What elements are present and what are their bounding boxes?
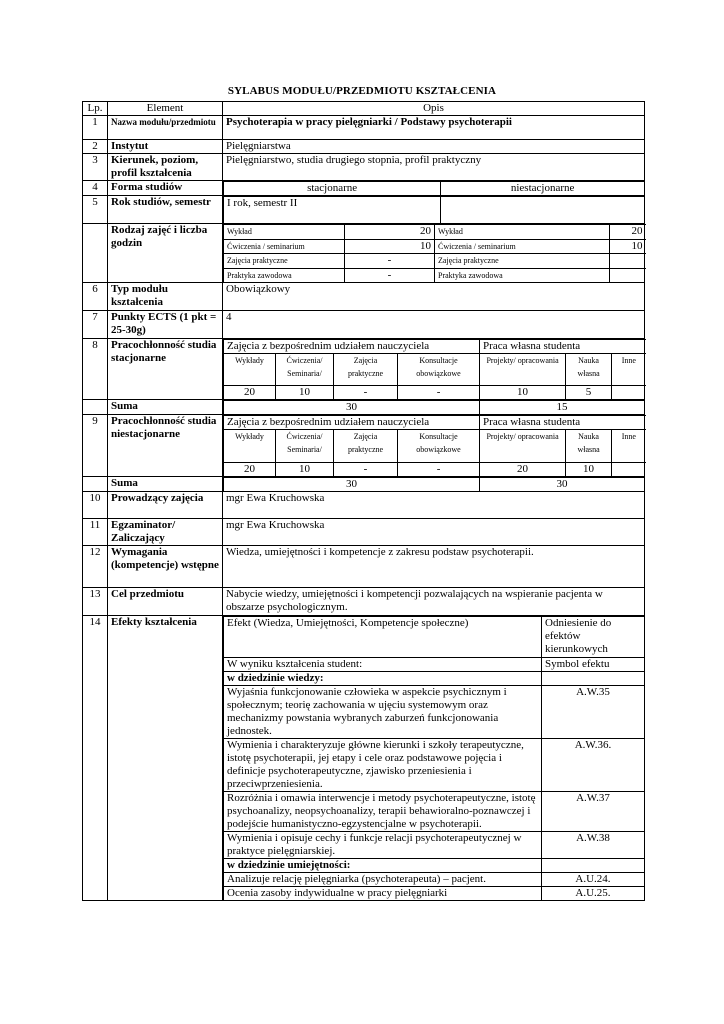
section-skills: w dziedzinie umiejętności:	[224, 859, 542, 873]
module-type-value: Obowiązkowy	[223, 283, 645, 311]
workload-col: Projekty/ opracowania	[480, 430, 566, 463]
sum-own: 15	[480, 401, 645, 415]
row-number: 5	[83, 196, 108, 224]
hours-value: 20	[610, 225, 646, 240]
workload-val: 10	[276, 463, 334, 477]
hours-value: -	[345, 254, 435, 269]
workload-col: Inne	[612, 354, 646, 386]
hours-type: Praktyka zawodowa	[224, 268, 345, 282]
year-semester-value: I rok, semestr II	[224, 197, 441, 224]
row-label: Rodzaj zajęć i liczba godzin	[108, 224, 223, 283]
lecturer-value: mgr Ewa Kruchowska	[223, 492, 645, 519]
outcomes-head-right: Odniesienie do efektów kierunkowych	[542, 617, 645, 658]
outcome-text: Wymienia i opisuje cechy i funkcje relacji psychoterapeutycznej w praktyce pielęgniarskiej.	[224, 832, 542, 859]
ects-value: 4	[223, 311, 645, 339]
workload-val: 10	[276, 386, 334, 400]
workload-col: Wykłady	[224, 430, 276, 463]
outcome-text: Ocenia zasoby indywidualne w pracy pielęgniarki	[224, 887, 542, 901]
row-label: Wymagania (kompetencje) wstępne	[108, 546, 223, 588]
workload-stacjonarne	[223, 339, 645, 400]
outcome-text: Rozróżnia i omawia interwencje i metody psychoterapeutyczne, istotę psychoanalizy, neopsychoanalizy, terapii behawioralno-poznawczej i podejście humanistyczno-egzystencjalne w psychoterapii.	[224, 792, 542, 832]
workload-col: Ćwiczenia/ Seminaria/	[276, 430, 334, 463]
outcomes-sub-right: Symbol efektu	[542, 658, 645, 672]
row-label: Pracochłonność studia stacjonarne	[108, 339, 223, 400]
hours-value	[610, 254, 646, 269]
own-work-header: Praca własna studenta	[480, 340, 646, 354]
outcome-symbol: A.U.25.	[542, 887, 645, 901]
workload-val: -	[334, 386, 398, 400]
workload-col: Inne	[612, 430, 646, 463]
workload-val	[612, 386, 646, 400]
outcome-text: Analizuje relację pielęgniarka (psychoterapeuta) – pacjent.	[224, 873, 542, 887]
workload-col: Konsultacje obowiązkowe	[398, 430, 480, 463]
direct-hours-header: Zajęcia z bezpośrednim udziałem nauczyciela	[224, 340, 480, 354]
hours-type: Wykład	[435, 225, 610, 240]
row-label: Punkty ECTS (1 pkt = 25-30g)	[108, 311, 223, 339]
header-lp: Lp.	[83, 102, 108, 116]
row-number: 12	[83, 546, 108, 588]
institute-value: Pielęgniarstwa	[223, 140, 645, 154]
sum-direct: 30	[224, 478, 480, 492]
row-number: 10	[83, 492, 108, 519]
direct-hours-header: Zajęcia z bezpośrednim udziałem nauczyciela	[224, 416, 480, 430]
hours-value: -	[345, 268, 435, 282]
outcomes-head-left: Efekt (Wiedza, Umiejętności, Kompetencje społeczne)	[224, 617, 542, 658]
learning-outcomes	[223, 616, 645, 901]
section-knowledge: w dziedzinie wiedzy:	[224, 672, 542, 686]
row-number: 3	[83, 154, 108, 181]
row-number: 2	[83, 140, 108, 154]
row-number: 8	[83, 339, 108, 400]
workload-col: Konsultacje obowiązkowe	[398, 354, 480, 386]
sum-label: Suma	[108, 400, 223, 415]
row-label: Typ modułu kształcenia	[108, 283, 223, 311]
row-label: Prowadzący zajęcia	[108, 492, 223, 519]
workload-col: Ćwiczenia/ Seminaria/	[276, 354, 334, 386]
workload-col: Zajęcia praktyczne	[334, 354, 398, 386]
hours-value: 20	[345, 225, 435, 240]
workload-col: Zajęcia praktyczne	[334, 430, 398, 463]
outcome-text: Wyjaśnia funkcjonowanie człowieka w aspekcie psychicznym i społecznym; teorię zachowania w ujęciu systemowym oraz mechanizmy powstania wybranych zaburzeń funkcjonowania jednostek.	[224, 686, 542, 739]
year-semester	[223, 196, 645, 224]
outcome-symbol: A.W.38	[542, 832, 645, 859]
examiner-value: mgr Ewa Kruchowska	[223, 519, 645, 546]
row-number: 4	[83, 181, 108, 196]
outcome-text: Wymienia i charakteryzuje główne kierunki i szkoły terapeutyczne, istotę psychoterapii, jej etapy i cele oraz podstawowe pojęcia i definicje psychoterapeutyczne, zjawisko przeniesienia i przeciwprzeniesienia.	[224, 739, 542, 792]
row-number: 13	[83, 588, 108, 616]
row-label: Efekty kształcenia	[108, 616, 223, 901]
form-niestacjonarne: niestacjonarne	[441, 182, 644, 196]
own-work-header: Praca własna studenta	[480, 416, 646, 430]
syllabus-table	[82, 101, 645, 901]
outcome-symbol: A.W.37	[542, 792, 645, 832]
sum-own: 30	[480, 478, 645, 492]
hours-type: Zajęcia praktyczne	[224, 254, 345, 269]
row-number: 11	[83, 519, 108, 546]
study-form	[223, 181, 645, 196]
workload-val: 5	[566, 386, 612, 400]
workload-niestacjonarne	[223, 415, 645, 477]
workload-col: Nauka własna	[566, 430, 612, 463]
hours-type: Praktyka zawodowa	[435, 268, 610, 282]
row-number: 1	[83, 116, 108, 140]
header-element: Element	[108, 102, 223, 116]
header-opis: Opis	[223, 102, 645, 116]
hours-value: 10	[345, 239, 435, 254]
hours-value	[610, 268, 646, 282]
workload-col: Wykłady	[224, 354, 276, 386]
hours-type: Ćwiczenia / seminarium	[435, 239, 610, 254]
outcome-symbol: A.U.24.	[542, 873, 645, 887]
row-number: 14	[83, 616, 108, 901]
workload-val: 10	[566, 463, 612, 477]
row-label: Nazwa modułu/przedmiotu	[108, 116, 223, 140]
row-label: Rok studiów, semestr	[108, 196, 223, 224]
workload-val: -	[334, 463, 398, 477]
module-name: Psychoterapia w pracy pielęgniarki / Podstawy psychoterapii	[223, 116, 645, 140]
hours-value: 10	[610, 239, 646, 254]
row-label: Cel przedmiotu	[108, 588, 223, 616]
outcome-symbol: A.W.36.	[542, 739, 645, 792]
hours-type: Ćwiczenia / seminarium	[224, 239, 345, 254]
workload-val: 20	[224, 386, 276, 400]
requirements-value: Wiedza, umiejętności i kompetencje z zakresu podstaw psychoterapii.	[223, 546, 645, 588]
sum-direct: 30	[224, 401, 480, 415]
form-stacjonarne: stacjonarne	[224, 182, 441, 196]
sum-label: Suma	[108, 477, 223, 492]
workload-col: Nauka własna	[566, 354, 612, 386]
row-label: Egzaminator/ Zaliczający	[108, 519, 223, 546]
hours-type: Wykład	[224, 225, 345, 240]
row-number: 9	[83, 415, 108, 477]
row-label: Forma studiów	[108, 181, 223, 196]
workload-val: 10	[480, 386, 566, 400]
outcomes-sub-left: W wyniku kształcenia student:	[224, 658, 542, 672]
workload-col: Projekty/ opracowania	[480, 354, 566, 386]
row-label: Pracochłonność studia niestacjonarne	[108, 415, 223, 477]
row-number: 6	[83, 283, 108, 311]
workload-val: -	[398, 386, 480, 400]
hours-type: Zajęcia praktyczne	[435, 254, 610, 269]
workload-val: -	[398, 463, 480, 477]
workload-val: 20	[480, 463, 566, 477]
workload-val: 20	[224, 463, 276, 477]
field-value: Pielęgniarstwo, studia drugiego stopnia, profil praktyczny	[223, 154, 645, 181]
workload-val	[612, 463, 646, 477]
row-label: Kierunek, poziom, profil kształcenia	[108, 154, 223, 181]
class-hours	[223, 224, 645, 283]
goal-value: Nabycie wiedzy, umiejętności i kompetencji pozwalających na wspieranie pacjenta w obszarze psychologicznym.	[223, 588, 645, 616]
outcome-symbol: A.W.35	[542, 686, 645, 739]
row-number: 7	[83, 311, 108, 339]
document-title: SYLABUS MODUŁU/PRZEDMIOTU KSZTAŁCENIA	[227, 85, 497, 97]
row-label: Instytut	[108, 140, 223, 154]
